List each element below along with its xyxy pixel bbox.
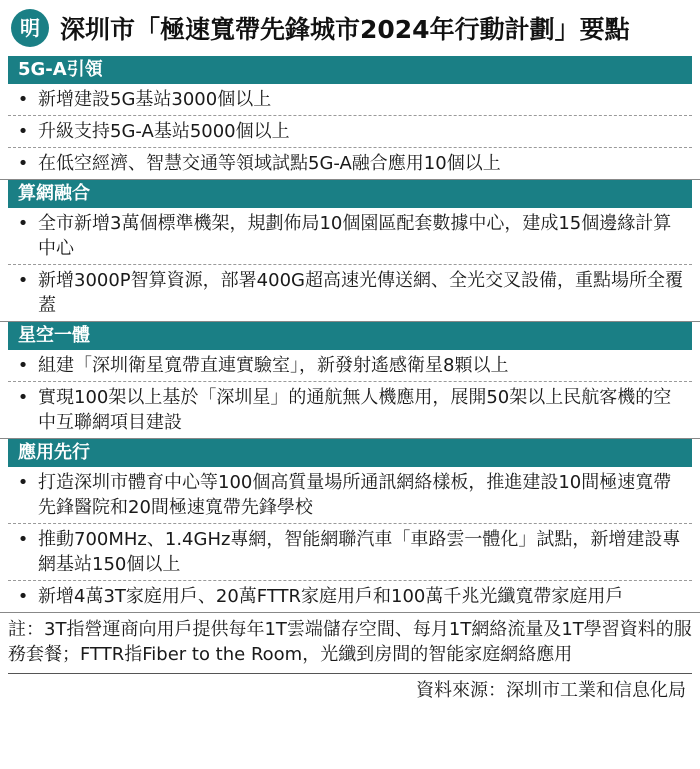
list-item-text: 新增建設5G基站3000個以上 xyxy=(38,89,272,110)
logo-char: 明 xyxy=(20,16,40,40)
list-item-text: 在低空經濟、智慧交通等領域試點5G-A融合應用10個以上 xyxy=(38,153,501,174)
list-item xyxy=(8,265,692,321)
section-body xyxy=(0,467,700,613)
list-item-text: 升級支持5G-A基站5000個以上 xyxy=(38,121,290,142)
list-item-text: 組建「深圳衛星寬帶直連實驗室」，新發射遙感衛星8顆以上 xyxy=(38,355,509,376)
header xyxy=(0,0,700,56)
list-item xyxy=(8,581,692,612)
section-body xyxy=(0,350,700,439)
list-item-text: 全市新增3萬個標準機架，規劃佈局10個園區配套數據中心，建成15個邊緣計算中心 xyxy=(38,213,672,259)
bullet-icon: • xyxy=(17,529,29,550)
bullet-icon: • xyxy=(17,153,29,174)
list-item xyxy=(8,524,692,581)
list-item-text: 實現100架以上基於「深圳星」的通航無人機應用，展開50架以上民航客機的空中互聯網項目建設 xyxy=(38,387,672,433)
list-item-text: 新增4萬3T家庭用戶、20萬FTTR家庭用戶和100萬千兆光纖寬帶家庭用戶 xyxy=(38,586,624,607)
list-item xyxy=(8,382,692,438)
list-item xyxy=(8,84,692,116)
bullet-icon: • xyxy=(17,270,29,291)
bullet-icon: • xyxy=(17,472,29,493)
list-item xyxy=(8,116,692,148)
page-title: 深圳市「極速寬帶先鋒城市2024年行動計劃」要點 xyxy=(60,15,630,44)
list-item-text: 推動700MHz、1.4GHz專網，智能網聯汽車「車路雲一體化」試點，新增建設專網基站150個以上 xyxy=(38,529,681,575)
bullet-icon: • xyxy=(17,355,29,376)
section-body xyxy=(0,208,700,322)
section-header: 算網融合 xyxy=(8,180,692,208)
bullet-icon: • xyxy=(17,586,29,607)
list-item xyxy=(8,148,692,179)
bullet-icon: • xyxy=(17,121,29,142)
list-item-text: 新增3000P智算資源，部署400G超高速光傳送網、全光交叉設備，重點場所全覆蓋 xyxy=(38,270,683,316)
bullet-icon: • xyxy=(17,89,29,110)
list-item-text: 打造深圳市體育中心等100個高質量場所通訊網絡樣板，推進建設10間極速寬帶先鋒醫院和20間極速寬帶先鋒學校 xyxy=(38,472,672,518)
bullet-icon: • xyxy=(17,387,29,408)
list-item xyxy=(8,467,692,524)
section-header: 5G-A引領 xyxy=(8,56,692,84)
bullet-icon: • xyxy=(17,213,29,234)
section-body xyxy=(0,84,700,180)
list-item xyxy=(8,208,692,265)
sections-container xyxy=(0,56,700,613)
section-header: 星空一體 xyxy=(8,322,692,350)
footnote: 註：3T指營運商向用戶提供每年1T雲端儲存空間、每月1T網絡流量及1T學習資料的服務套餐；FTTR指Fiber to the Room，光纖到房間的智能家庭網絡應用 xyxy=(8,617,692,674)
source-credit: 資料來源：深圳市工業和信息化局 xyxy=(416,680,686,701)
section-header: 應用先行 xyxy=(8,439,692,467)
list-item xyxy=(8,350,692,382)
ming-logo-icon xyxy=(10,8,50,48)
